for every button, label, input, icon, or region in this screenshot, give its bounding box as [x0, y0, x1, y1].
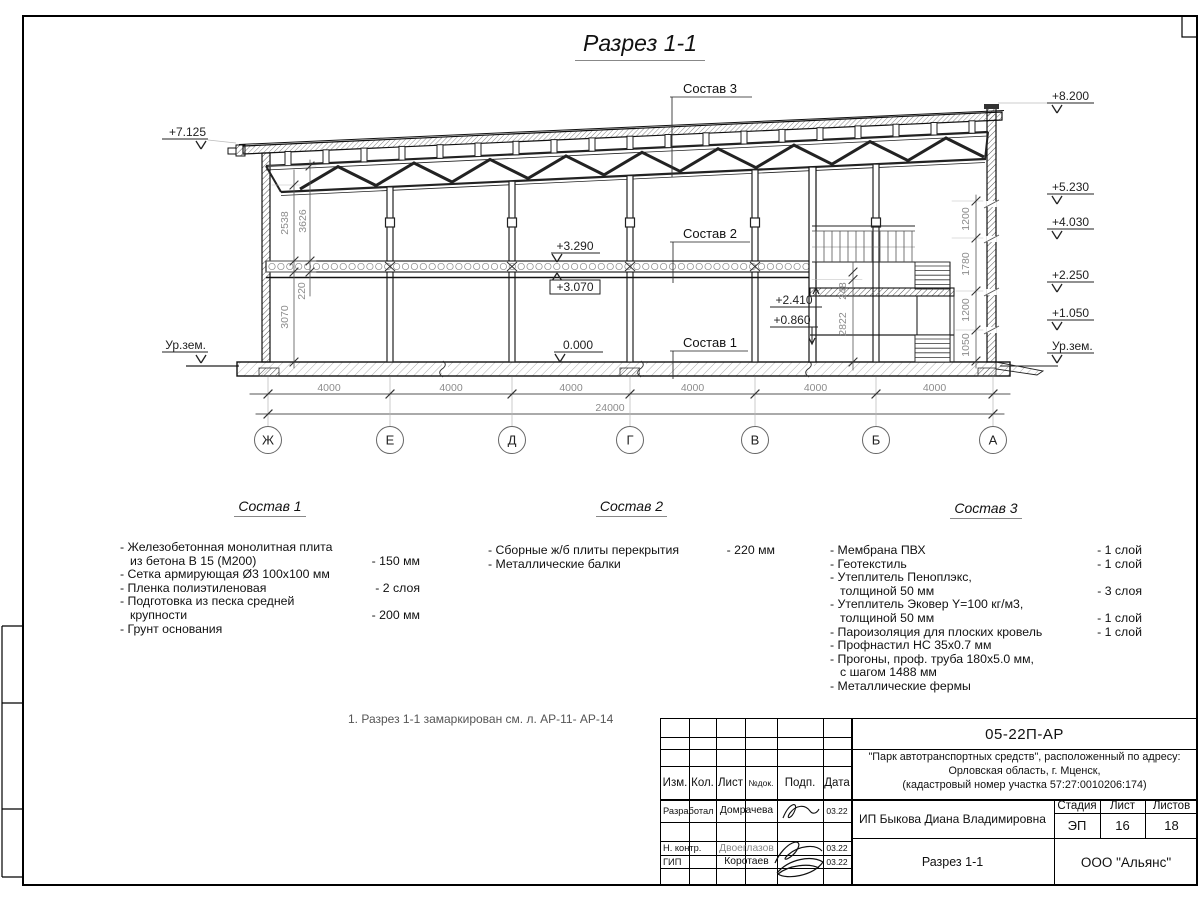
composition-item — [830, 598, 1142, 625]
roof-fascia — [236, 145, 245, 156]
right-dims — [952, 195, 983, 368]
composition-item-line: - Утеплитель Эковер Y=100 кг/м3, — [830, 597, 1024, 612]
composition-3-list — [830, 544, 1142, 694]
elevation-label: +2.410 — [775, 293, 813, 307]
axis-label: Е — [385, 432, 395, 448]
composition-item — [830, 639, 1142, 653]
foundation-hatch — [620, 368, 640, 376]
composition-item-value: - 150 мм — [371, 553, 420, 568]
drawing-note: 1. Разрез 1-1 замаркирован см. л. АР-11- АР-14 — [348, 712, 614, 726]
composition-3-heading: Состав 3 — [830, 500, 1142, 519]
composition-item — [830, 680, 1142, 694]
dim-label: 1050 — [960, 333, 972, 357]
tb-doc-code: 05-22П-АР — [985, 725, 1064, 743]
span-dim-label: 4000 — [680, 382, 705, 394]
tb-project-line1: "Парк автотранспортных средств", расположенный по адресу: — [868, 751, 1181, 763]
axis-label: Б — [871, 432, 881, 448]
composition-item — [120, 595, 420, 622]
right-wall-cap — [984, 104, 999, 109]
tb-date-developer: 03.22 — [826, 805, 848, 816]
tb-col-podp: Подп. — [784, 776, 816, 789]
dim-label: 1780 — [960, 252, 972, 276]
tb-col-data: Дата — [824, 776, 850, 789]
composition-item-line: крупности — [130, 607, 188, 622]
total-dim-label: 24000 — [595, 402, 625, 414]
page-title: Разрез 1-1 — [560, 30, 720, 61]
tb-name-developer: Домрачева — [719, 805, 774, 816]
composition-item — [120, 541, 420, 568]
axis-label: А — [988, 432, 998, 448]
composition-item-line: - Металлические балки — [488, 556, 621, 571]
dim-label: 220 — [296, 282, 308, 300]
composition-item-line: - Пароизоляция для плоских кровель — [830, 624, 1043, 639]
span-dim-label: 4000 — [439, 382, 463, 394]
composition-item-line: из бетона В 15 (М200) — [130, 553, 257, 568]
composition-item — [830, 571, 1142, 598]
tb-project-line3: (кадастровый номер участка 57:27:0010206:174) — [902, 778, 1147, 791]
elevation-label: +1.050 — [1052, 306, 1090, 320]
floor-slab — [186, 361, 1058, 377]
roof-deck — [243, 112, 1002, 154]
composition-item-line: - Профнастил НС 35х0.7 мм — [830, 638, 992, 653]
composition-item-line: - Грунт основания — [120, 621, 223, 636]
composition-item-value: - 1 слой — [1097, 624, 1142, 639]
span-dim-label: 4000 — [803, 382, 828, 394]
elevation-label: +3.070 — [556, 280, 594, 294]
dim-label: 2538 — [279, 211, 291, 235]
dim-label: 3070 — [279, 305, 291, 329]
tb-col-kol: Кол. — [691, 776, 714, 789]
signature-gip — [769, 835, 829, 885]
composition-item-line: - Мембрана ПВХ — [830, 543, 926, 557]
foundation-hatch — [259, 368, 279, 376]
composition-item-value: - 1 слой — [1097, 543, 1142, 557]
dim-label: 248 — [837, 282, 849, 300]
axis-label: Г — [626, 432, 634, 448]
composition-2-heading: Состав 2 — [488, 498, 775, 517]
composition-2-list — [488, 544, 775, 571]
composition-1-heading: Состав 1 — [120, 498, 420, 517]
composition-item-line: с шагом 1488 мм — [840, 665, 937, 680]
composition-item-value: - 2 слоя — [375, 580, 420, 595]
span-dim-label: 4000 — [922, 382, 947, 394]
tb-role-ncontrol: Н. контр. — [663, 843, 702, 853]
composition-item — [830, 626, 1142, 640]
elevation-label: +5.230 — [1052, 180, 1090, 194]
stair-landing — [810, 288, 954, 296]
tb-client: ИП Быкова Диана Владимировна — [859, 811, 1046, 826]
composition-item — [830, 558, 1142, 572]
elevation-label: Ур.зем. — [165, 338, 206, 352]
composition-item-line: - Пленка полиэтиленовая — [120, 580, 267, 595]
composition-item-value: - 200 мм — [371, 607, 420, 622]
composition-item-line: - Металлические фермы — [830, 678, 971, 693]
tb-date-gip: 03.22 — [826, 856, 848, 867]
leader-label-sostav1: Состав 1 — [683, 335, 737, 350]
staircase — [809, 167, 954, 362]
composition-item — [830, 544, 1142, 558]
tb-name-ncontrol: Двоеглазов — [719, 842, 774, 854]
composition-item — [488, 558, 775, 572]
left-margin-boxes — [2, 626, 23, 877]
axis-label: В — [750, 432, 760, 448]
tb-role-developer: Разработал — [663, 805, 714, 816]
tb-company: ООО "Альянс" — [1080, 854, 1172, 870]
elevation-label: 0.000 — [562, 338, 594, 352]
title-block — [660, 718, 1197, 885]
tb-drawing-title: Разрез 1-1 — [921, 855, 984, 869]
column — [387, 187, 393, 362]
elevation-label: Ур.зем. — [1052, 339, 1093, 353]
tb-project-description — [851, 751, 1198, 797]
leader-label-sostav3: Состав 3 — [683, 81, 737, 96]
composition-item-value: - 1 слой — [1097, 610, 1142, 625]
column — [873, 164, 879, 362]
dim-label: 3626 — [297, 209, 309, 233]
elevation-label: +2.250 — [1052, 268, 1090, 282]
dim-label: 1200 — [960, 298, 972, 322]
tb-sheets-value: 18 — [1164, 818, 1179, 833]
tb-col-ndok: №док. — [748, 777, 774, 788]
axis-label: Д — [507, 432, 517, 448]
elevation-label: +7.125 — [168, 125, 206, 139]
axis-grid — [255, 377, 1007, 454]
signature-developer — [779, 800, 821, 822]
right-wall — [987, 108, 996, 362]
composition-item — [120, 568, 420, 582]
left-wall — [262, 153, 270, 362]
composition-item — [120, 582, 420, 596]
tb-sheets-header: Листов — [1152, 800, 1191, 812]
tb-sheet-value: 16 — [1115, 818, 1130, 833]
composition-item-line: толщиной 50 мм — [840, 583, 935, 598]
composition-item-line: толщиной 50 мм — [840, 610, 935, 625]
tb-stage-value: ЭП — [1067, 818, 1087, 833]
composition-item-line: - Геотекстиль — [830, 556, 907, 571]
mezzanine-slab — [266, 261, 812, 278]
composition-item — [488, 544, 775, 558]
composition-item-line: - Сборные ж/б плиты перекрытия — [488, 543, 680, 557]
tb-col-izm: Изм. — [662, 776, 688, 789]
elevation-label: +8.200 — [1052, 89, 1090, 103]
composition-item-line: - Утеплитель Пеноплэкс, — [830, 570, 972, 585]
composition-item — [830, 653, 1142, 680]
composition-item-value: - 220 мм — [726, 543, 775, 557]
composition-item-value: - 1 слой — [1097, 556, 1142, 571]
tb-stage-header: Стадия — [1057, 800, 1097, 812]
tb-name-gip: Коротаев — [724, 856, 769, 867]
composition-item-line: - Подготовка из песка средней — [120, 594, 295, 609]
tb-date-ncontrol: 03.22 — [826, 843, 848, 853]
composition-item-line: - Прогоны, проф. труба 180х5.0 мм, — [830, 651, 1034, 666]
elevation-label: +3.290 — [556, 239, 594, 253]
tb-role-gip: ГИП — [663, 856, 682, 867]
leader-label-sostav2: Состав 2 — [683, 226, 737, 241]
tb-sheet-header: Лист — [1110, 800, 1135, 812]
span-dim-label: 4000 — [559, 382, 583, 394]
composition-item — [120, 623, 420, 637]
composition-item-line: - Железобетонная монолитная плита — [120, 540, 333, 554]
elevation-label: +4.030 — [1052, 215, 1090, 229]
span-dim-label: 4000 — [317, 382, 341, 394]
dim-label: 2822 — [837, 312, 849, 336]
axis-label: Ж — [261, 432, 275, 448]
mid-dims — [812, 262, 862, 370]
foundation-hatch — [978, 368, 996, 376]
composition-item-value: - 3 слоя — [1097, 583, 1142, 598]
dim-label: 1200 — [960, 207, 972, 231]
corner-box — [1182, 16, 1197, 37]
composition-1-list — [120, 541, 420, 636]
elevation-label: +0.860 — [773, 313, 811, 327]
tb-col-list: Лист — [718, 776, 743, 789]
composition-item-line: - Сетка армирующая Ø3 100х100 мм — [120, 567, 330, 582]
tb-project-line2: Орловская область, г. Мценск, — [948, 764, 1101, 777]
